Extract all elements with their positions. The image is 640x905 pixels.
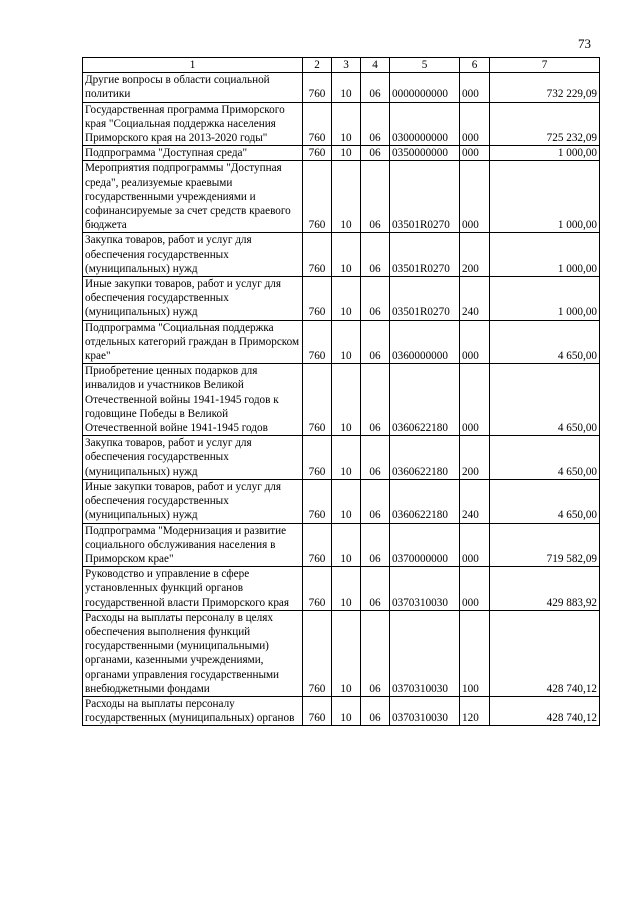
row-section-code: 10 — [332, 277, 361, 321]
row-target-article: 03501R0270 — [390, 233, 460, 277]
row-section-code: 10 — [332, 436, 361, 480]
row-name: Закупка товаров, работ и услуг для обеспечения государственных (муниципальных) нужд — [83, 233, 303, 277]
row-name: Закупка товаров, работ и услуг для обеспечения государственных (муниципальных) нужд — [83, 436, 303, 480]
row-section-code: 10 — [332, 364, 361, 436]
row-subsection-code: 06 — [361, 161, 390, 233]
row-target-article: 0360000000 — [390, 320, 460, 364]
row-ministry-code: 760 — [303, 146, 332, 161]
budget-table — [82, 57, 600, 726]
row-subsection-code: 06 — [361, 73, 390, 102]
row-target-article: 0370000000 — [390, 523, 460, 567]
row-name: Подпрограмма "Социальная поддержка отдельных категорий граждан в Приморском крае" — [83, 320, 303, 364]
row-amount: 725 232,09 — [490, 102, 600, 146]
row-ministry-code: 760 — [303, 523, 332, 567]
row-section-code: 10 — [332, 73, 361, 102]
row-target-article: 0370310030 — [390, 696, 460, 725]
row-amount: 4 650,00 — [490, 320, 600, 364]
row-subsection-code: 06 — [361, 277, 390, 321]
row-target-article: 0360622180 — [390, 364, 460, 436]
row-amount: 719 582,09 — [490, 523, 600, 567]
row-amount: 1 000,00 — [490, 277, 600, 321]
row-subsection-code: 06 — [361, 233, 390, 277]
row-target-article: 0000000000 — [390, 73, 460, 102]
table-row — [83, 320, 600, 364]
row-subsection-code: 06 — [361, 610, 390, 696]
row-subsection-code: 06 — [361, 436, 390, 480]
row-name: Другие вопросы в области социальной политики — [83, 73, 303, 102]
table-row — [83, 523, 600, 567]
table-row — [83, 73, 600, 102]
column-header-5: 5 — [390, 58, 460, 73]
column-header-1: 1 — [83, 58, 303, 73]
row-subsection-code: 06 — [361, 146, 390, 161]
header-row — [83, 58, 600, 73]
row-subsection-code: 06 — [361, 696, 390, 725]
row-target-article: 0360622180 — [390, 436, 460, 480]
row-ministry-code: 760 — [303, 102, 332, 146]
column-header-4: 4 — [361, 58, 390, 73]
table-row — [83, 436, 600, 480]
row-target-article: 0370310030 — [390, 610, 460, 696]
row-expense-type: 000 — [460, 161, 490, 233]
table-row — [83, 479, 600, 523]
row-amount: 1 000,00 — [490, 161, 600, 233]
row-expense-type: 000 — [460, 567, 490, 611]
row-expense-type: 000 — [460, 146, 490, 161]
row-expense-type: 200 — [460, 436, 490, 480]
page-number: 73 — [578, 36, 591, 51]
row-ministry-code: 760 — [303, 696, 332, 725]
row-name: Иные закупки товаров, работ и услуг для обеспечения государственных (муниципальных) нужд — [83, 479, 303, 523]
row-subsection-code: 06 — [361, 364, 390, 436]
column-header-7: 7 — [490, 58, 600, 73]
row-subsection-code: 06 — [361, 320, 390, 364]
row-expense-type: 100 — [460, 610, 490, 696]
row-section-code: 10 — [332, 567, 361, 611]
row-target-article: 0370310030 — [390, 567, 460, 611]
row-ministry-code: 760 — [303, 479, 332, 523]
row-ministry-code: 760 — [303, 161, 332, 233]
table-row — [83, 161, 600, 233]
row-subsection-code: 06 — [361, 567, 390, 611]
row-section-code: 10 — [332, 146, 361, 161]
table-row — [83, 567, 600, 611]
row-amount: 428 740,12 — [490, 696, 600, 725]
row-name: Руководство и управление в сфере установленных функций органов государственной власти Приморского края — [83, 567, 303, 611]
row-section-code: 10 — [332, 320, 361, 364]
row-section-code: 10 — [332, 161, 361, 233]
row-name: Мероприятия подпрограммы "Доступная среда", реализуемые краевыми государственными учреждениями и софинансируемые за счет средств краевого бюджета — [83, 161, 303, 233]
row-section-code: 10 — [332, 523, 361, 567]
row-ministry-code: 760 — [303, 364, 332, 436]
row-name: Расходы на выплаты персоналу в целях обеспечения выполнения функций государственными (муниципальными) органами, казенными учреждениями, органами управления государственными внебюджетными фондами — [83, 610, 303, 696]
row-amount: 4 650,00 — [490, 479, 600, 523]
row-amount: 1 000,00 — [490, 146, 600, 161]
row-target-article: 03501R0270 — [390, 161, 460, 233]
row-ministry-code: 760 — [303, 567, 332, 611]
row-target-article: 0360622180 — [390, 479, 460, 523]
row-name: Приобретение ценных подарков для инвалидов и участников Великой Отечественной войны 1941-1945 годов к годовщине Победы в Великой Отечественной войне 1941-1945 годов — [83, 364, 303, 436]
row-ministry-code: 760 — [303, 320, 332, 364]
row-name: Расходы на выплаты персоналу государственных (муниципальных) органов — [83, 696, 303, 725]
column-header-2: 2 — [303, 58, 332, 73]
table-row — [83, 102, 600, 146]
row-ministry-code: 760 — [303, 277, 332, 321]
row-target-article: 0350000000 — [390, 146, 460, 161]
row-expense-type: 000 — [460, 364, 490, 436]
row-amount: 4 650,00 — [490, 436, 600, 480]
row-ministry-code: 760 — [303, 73, 332, 102]
row-section-code: 10 — [332, 479, 361, 523]
row-amount: 429 883,92 — [490, 567, 600, 611]
table-row — [83, 364, 600, 436]
row-section-code: 10 — [332, 233, 361, 277]
row-expense-type: 000 — [460, 523, 490, 567]
row-expense-type: 120 — [460, 696, 490, 725]
row-ministry-code: 760 — [303, 436, 332, 480]
row-target-article: 0300000000 — [390, 102, 460, 146]
table-row — [83, 146, 600, 161]
row-expense-type: 000 — [460, 320, 490, 364]
row-name: Подпрограмма "Доступная среда" — [83, 146, 303, 161]
table-row — [83, 696, 600, 725]
column-header-6: 6 — [460, 58, 490, 73]
row-expense-type: 240 — [460, 479, 490, 523]
row-expense-type: 240 — [460, 277, 490, 321]
row-amount: 4 650,00 — [490, 364, 600, 436]
row-subsection-code: 06 — [361, 523, 390, 567]
row-expense-type: 000 — [460, 73, 490, 102]
row-ministry-code: 760 — [303, 610, 332, 696]
row-section-code: 10 — [332, 102, 361, 146]
row-section-code: 10 — [332, 696, 361, 725]
row-name: Государственная программа Приморского края "Социальная поддержка населения Приморского края на 2013-2020 годы" — [83, 102, 303, 146]
row-target-article: 03501R0270 — [390, 277, 460, 321]
row-subsection-code: 06 — [361, 102, 390, 146]
row-expense-type: 000 — [460, 102, 490, 146]
row-amount: 428 740,12 — [490, 610, 600, 696]
row-amount: 1 000,00 — [490, 233, 600, 277]
row-expense-type: 200 — [460, 233, 490, 277]
table-row — [83, 233, 600, 277]
row-subsection-code: 06 — [361, 479, 390, 523]
row-name: Иные закупки товаров, работ и услуг для обеспечения государственных (муниципальных) нужд — [83, 277, 303, 321]
row-section-code: 10 — [332, 610, 361, 696]
table-row — [83, 610, 600, 696]
table-row — [83, 277, 600, 321]
column-header-3: 3 — [332, 58, 361, 73]
row-ministry-code: 760 — [303, 233, 332, 277]
row-amount: 732 229,09 — [490, 73, 600, 102]
row-name: Подпрограмма "Модернизация и развитие социального обслуживания населения в Приморском крае" — [83, 523, 303, 567]
